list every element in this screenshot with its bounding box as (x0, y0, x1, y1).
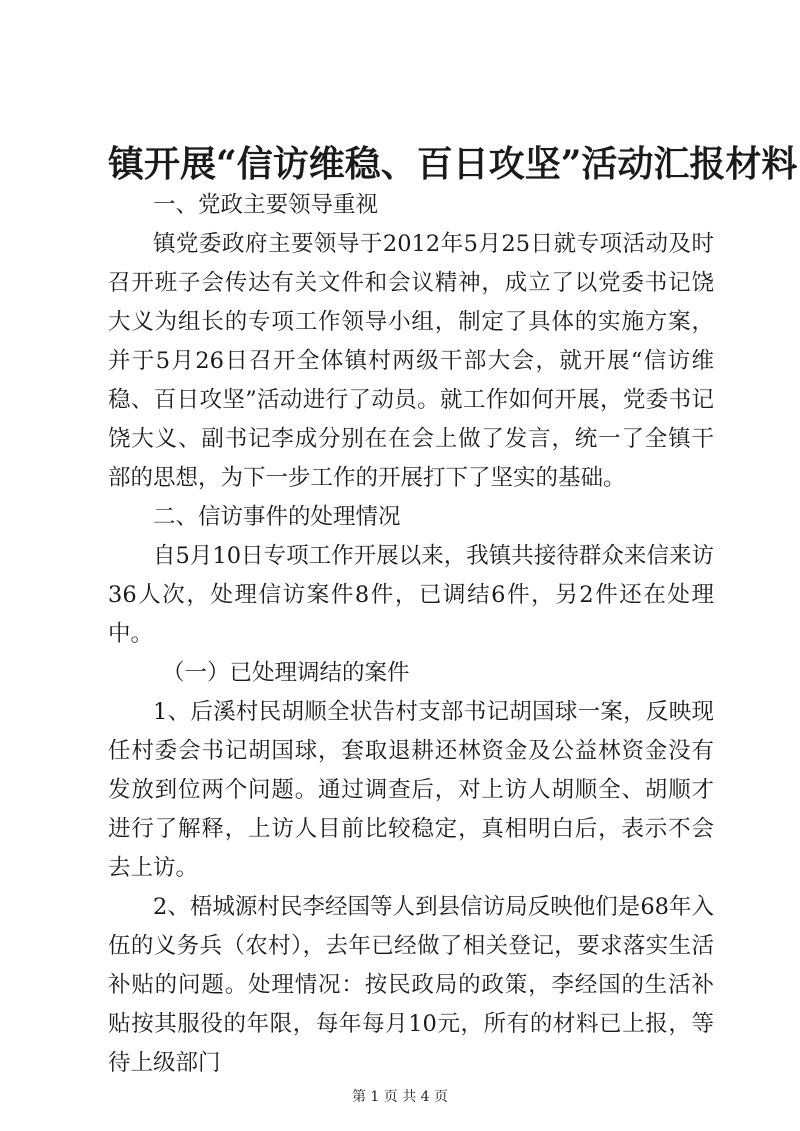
document-body (108, 186, 714, 1083)
paragraph-case-2: 2、梧城源村民李经国等人到县信访局反映他们是68年入伍的义务兵（农村），去年已经做了相关登记，要求落实生活补贴的问题。处理情况：按民政局的政策，李经国的生活补贴按其服役的年限，每年每月10元，所有的材料已上报，等待上级部门 (108, 894, 714, 1076)
paragraph-petition-summary: 自5月10日专项工作开展以来，我镇共接待群众来信来访36人次，处理信访案件8件，已调结6件，另2件还在处理中。 (108, 543, 714, 647)
paragraph-case-1: 1、后溪村民胡顺全状告村支部书记胡国球一案，反映现任村委会书记胡国球，套取退耕还林资金及公益林资金没有发放到位两个问题。通过调查后，对上访人胡顺全、胡顺才进行了解释，上访人目前比较稳定，真相明白后，表示不会去上访。 (108, 699, 714, 881)
subsection-heading-resolved-cases: （一）已处理调结的案件 (162, 660, 410, 686)
paragraph-leadership: 镇党委政府主要领导于2012年5月25日就专项活动及时召开班子会传达有关文件和会议精神，成立了以党委书记饶大义为组长的专项工作领导小组，制定了具体的实施方案，并于5月26日召开全体镇村两级干部大会，就开展“信访维稳、百日攻坚”活动进行了动员。就工作如何开展，党委书记饶大义、副书记李成分别在在会上做了发言，统一了全镇干部的思想，为下一步工作的开展打下了坚实的基础。 (108, 231, 714, 491)
document-title: 镇开展“信访维稳、百日攻坚”活动汇报材料 (108, 143, 798, 185)
page-number-footer: 第 1 页 共 4 页 (351, 1089, 449, 1105)
section-heading-leadership: 一、党政主要领导重视 (153, 192, 379, 218)
section-heading-petition-handling: 二、信访事件的处理情况 (153, 504, 401, 530)
